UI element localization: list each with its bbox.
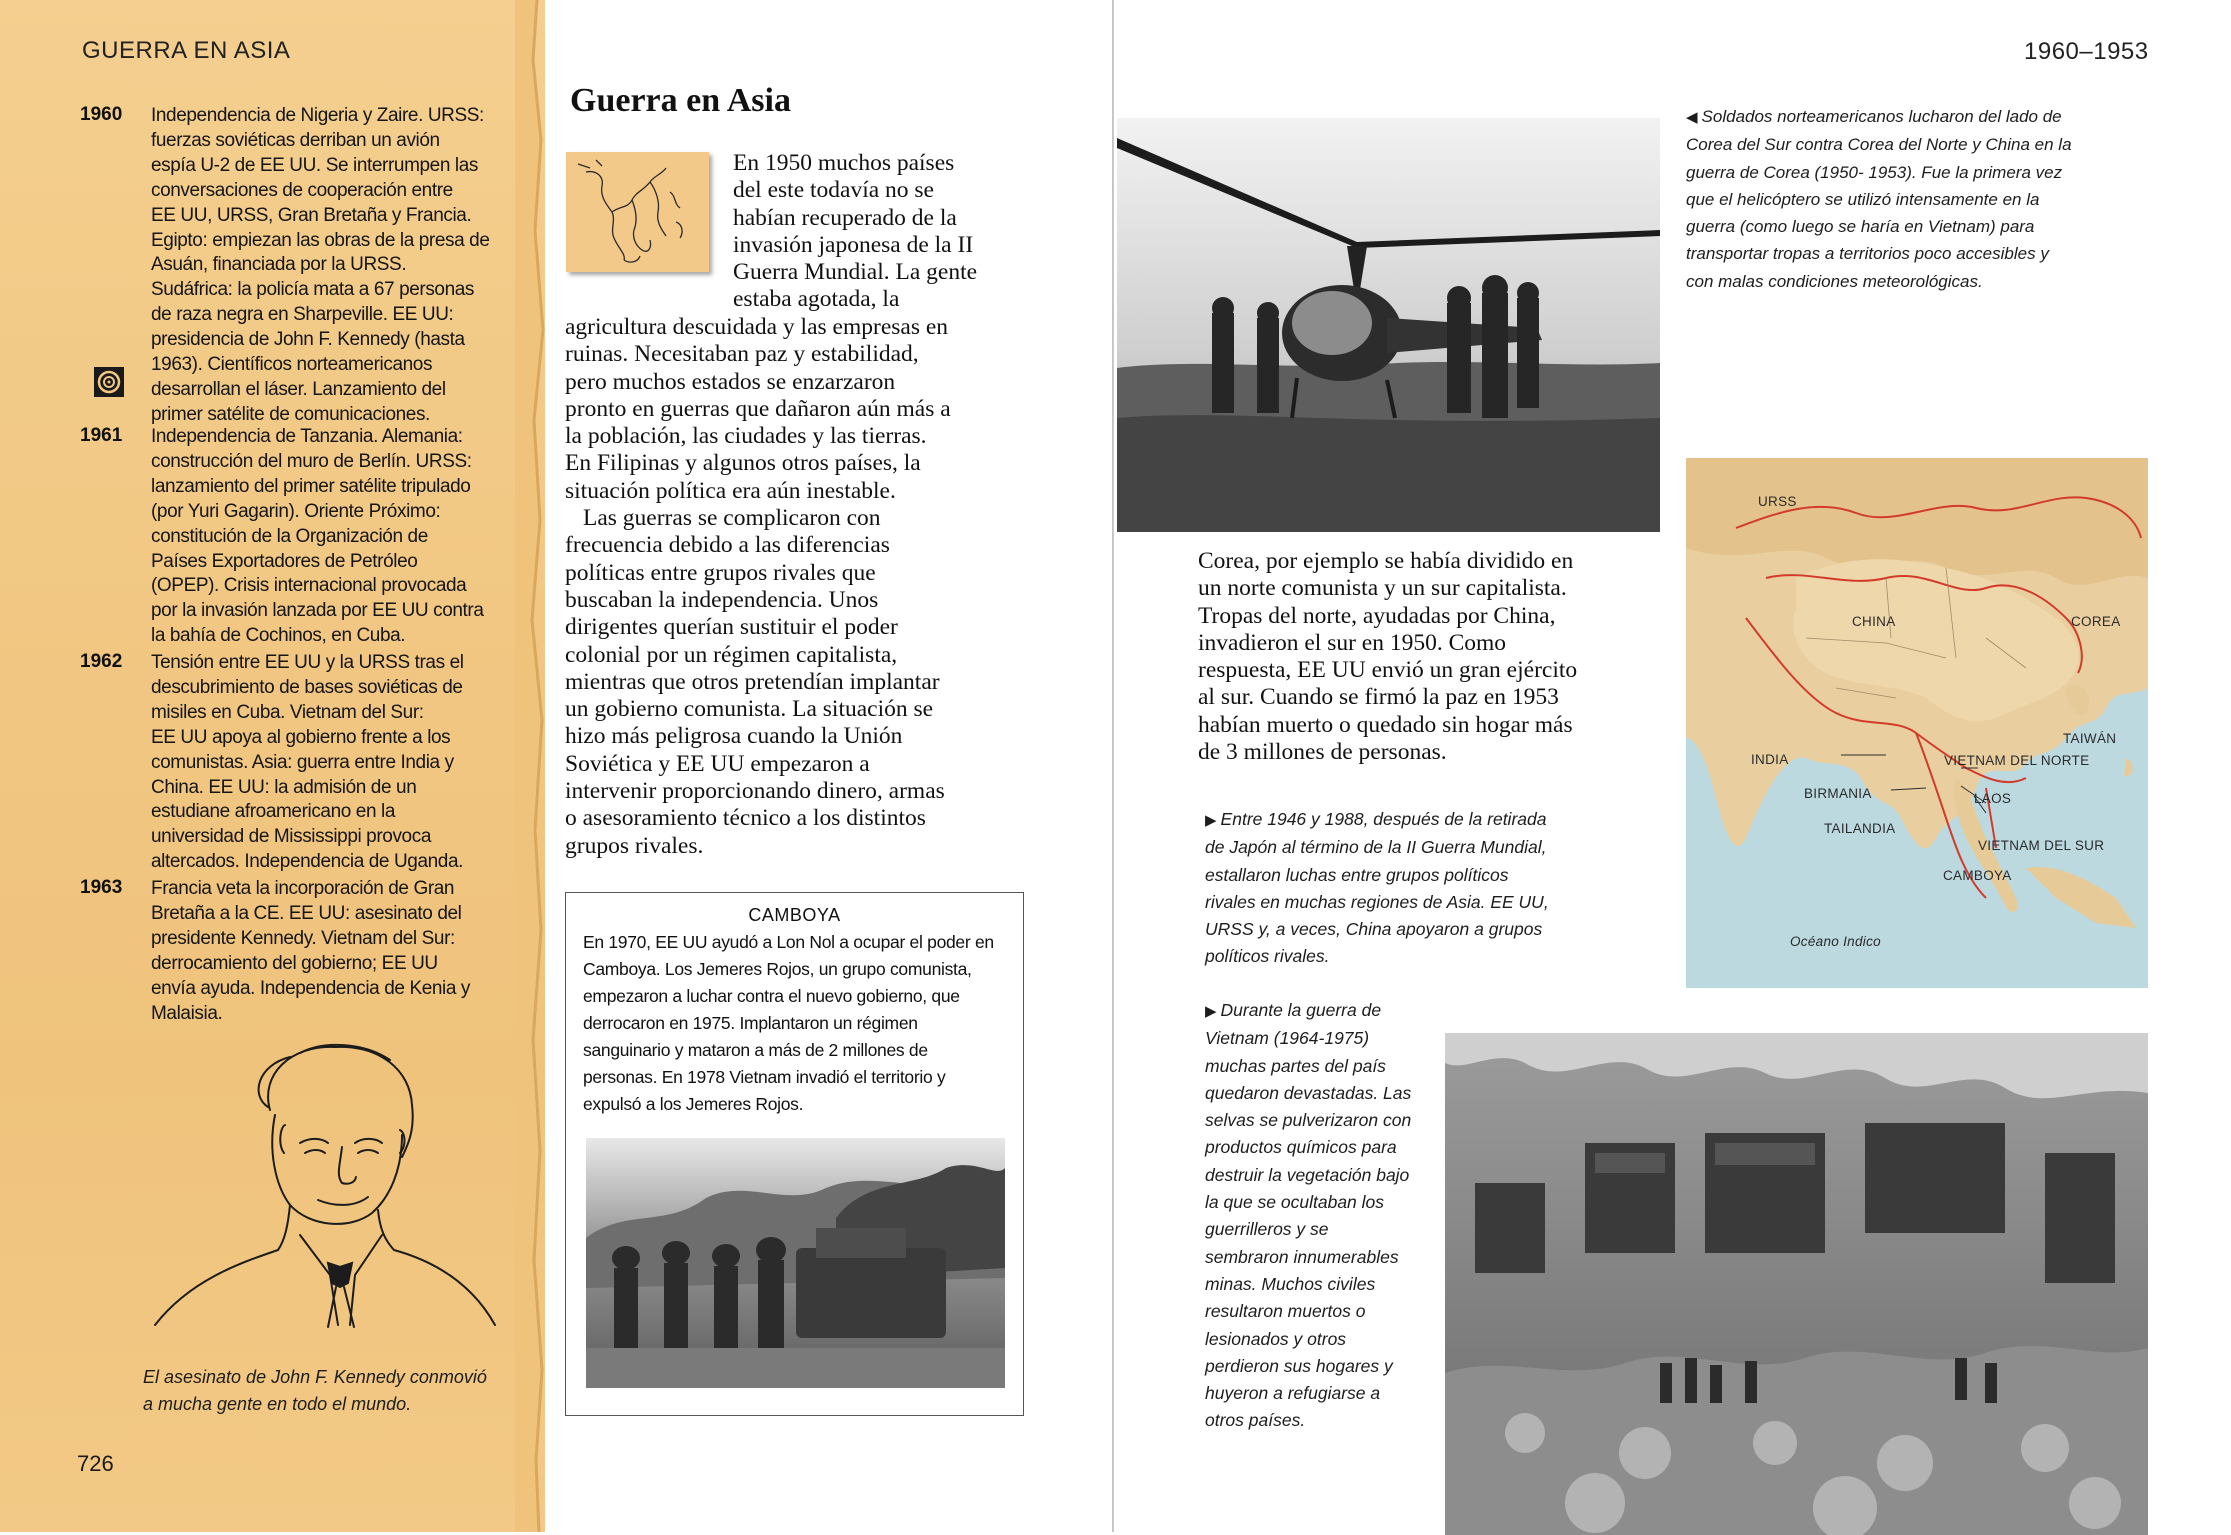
- caption-line: [1205, 1326, 1445, 1353]
- timeline-line: constitución de la Organización de: [151, 525, 428, 547]
- caption-pointer-icon: ◀: [1686, 109, 1698, 126]
- caption-text: perdieron sus hogares y: [1205, 1355, 1393, 1376]
- caption-line: [1205, 806, 1625, 834]
- caption-line: [1686, 186, 2146, 213]
- caption-text: muchas partes del país: [1205, 1055, 1386, 1076]
- map-label-corea: COREA: [2071, 614, 2121, 629]
- caption-text: rivales en muchas regiones de Asia. EE UU,: [1205, 891, 1549, 912]
- caption-line: [1686, 268, 2146, 295]
- postwar-caption: [1205, 806, 1625, 971]
- caption-text: productos químicos para: [1205, 1137, 1397, 1158]
- caption-line: [1205, 1053, 1445, 1080]
- timeline-line: (OPEP). Crisis internacional provocada: [151, 575, 467, 597]
- timeline-year: 1963: [80, 877, 123, 898]
- timeline-line: conversaciones de cooperación entre: [151, 179, 453, 201]
- text-line: invadieron el sur en 1950. Como: [1198, 629, 1507, 656]
- caption-text: estallaron luchas entre grupos políticos: [1205, 864, 1509, 885]
- text-line: grupos rivales.: [565, 832, 704, 859]
- text-line: la población, las ciudades y las tierras.: [565, 423, 927, 450]
- timeline-line: 1963). Científicos norteamericanos: [151, 354, 433, 376]
- caption-text: que el helicóptero se utilizó intensamente en la: [1686, 189, 2040, 209]
- timeline-line: envía ayuda. Independencia de Kenia y: [151, 977, 471, 999]
- year-range: 1960–1953: [2024, 38, 2149, 65]
- text-line: habían muerto o quedado sin hogar más: [1198, 711, 1573, 738]
- timeline-line: (por Yuri Gagarin). Oriente Próximo:: [151, 500, 441, 522]
- text-line: invasión japonesa de la II: [733, 231, 974, 258]
- timeline-line: Sudáfrica: la policía mata a 67 personas: [151, 279, 475, 301]
- caption-line: [1205, 1380, 1445, 1407]
- article-title: Guerra en Asia: [570, 82, 791, 119]
- caption-text: destruir la vegetación bajo: [1205, 1164, 1410, 1185]
- text-line: colonial por un régimen capitalista,: [565, 641, 898, 668]
- caption-text: guerra de Corea (1950- 1953). Fue la primera vez: [1686, 162, 2063, 182]
- timeline-line: Tensión entre EE UU y la URSS tras el: [151, 652, 464, 673]
- page-number: 726: [77, 1451, 114, 1476]
- timeline-line: EE UU, URSS, Gran Bretaña y Francia.: [151, 204, 472, 226]
- timeline-line: por la invasión lanzada por EE UU contra: [151, 600, 484, 622]
- caption-pointer-icon: ▶: [1205, 1003, 1217, 1020]
- timeline-line: Francia veta la incorporación de Gran: [151, 878, 455, 899]
- map-label-camboya: CAMBOYA: [1943, 868, 2012, 883]
- text-line: pronto en guerras que dañaron aún más a: [565, 395, 951, 422]
- map-label-urss: URSS: [1758, 494, 1797, 509]
- text-line: habían recuperado de la: [733, 204, 957, 231]
- text-line: de 3 millones de personas.: [1198, 739, 1447, 766]
- helicopter-caption: [1686, 103, 2146, 295]
- timeline-line: altercados. Independencia de Uganda.: [151, 851, 464, 873]
- caption-line: [1205, 889, 1625, 916]
- vietnam-ruins-photo: [1445, 1033, 2148, 1535]
- map-label-laos: LAOS: [1974, 791, 2012, 806]
- intro-paragraph-body: [565, 314, 1017, 860]
- kennedy-caption-line: a mucha gente en todo el mundo.: [143, 1394, 412, 1414]
- timeline-line: estudiane afroamericano en la: [151, 801, 396, 823]
- laser-icon: [93, 366, 125, 398]
- kennedy-caption: [143, 1364, 523, 1418]
- map-label-china: CHINA: [1852, 614, 1896, 629]
- text-line: Guerra Mundial. La gente: [733, 259, 978, 286]
- caption-line: [1205, 1407, 1445, 1434]
- caption-text: quedaron devastadas. Las: [1205, 1082, 1412, 1103]
- caption-line: [1205, 997, 1445, 1025]
- timeline-line: Egipto: empiezan las obras de la presa de: [151, 229, 490, 251]
- caption-text: Vietnam (1964-1975): [1205, 1028, 1370, 1049]
- timeline-entry-text: [151, 877, 529, 1026]
- caption-text: la que se ocultaban los: [1205, 1192, 1385, 1213]
- text-line: Tropas del norte, ayudadas por China,: [1198, 602, 1556, 629]
- text-line: o asesoramiento técnico a los distintos: [565, 805, 926, 832]
- book-gutter: [1112, 0, 1114, 1532]
- korea-helicopter-photo: [1117, 118, 1660, 532]
- text-line: buscaban la independencia. Unos: [565, 586, 879, 613]
- text-line: mientras que otros pretendían implantar: [565, 668, 940, 695]
- map-label-taiwan: TAIWÁN: [2063, 731, 2117, 746]
- intro-paragraph-wrap: [733, 150, 1013, 314]
- corea-paragraph: [1198, 548, 1643, 766]
- timeline-line: presidente Kennedy. Vietnam del Sur:: [151, 927, 455, 949]
- timeline-line: desarrollan el láser. Lanzamiento del: [151, 378, 446, 400]
- caption-text: guerrilleros y se: [1205, 1219, 1329, 1240]
- text-line: situación política era aún inestable.: [565, 477, 896, 504]
- text-line: dirigentes querían sustituir el poder: [565, 614, 898, 641]
- caption-pointer-icon: ▶: [1205, 812, 1217, 829]
- caption-text: minas. Muchos civiles: [1205, 1273, 1376, 1294]
- caption-text: sembraron innumerables: [1205, 1246, 1399, 1267]
- text-line: estaba agotada, la: [733, 286, 900, 313]
- text-line: intervenir proporcionando dinero, armas: [565, 778, 945, 805]
- caption-text: con malas condiciones meteorológicas.: [1686, 271, 1983, 291]
- text-line: ruinas. Necesitaban paz y estabilidad,: [565, 341, 919, 368]
- timeline-line: misiles en Cuba. Vietnam del Sur:: [151, 701, 424, 723]
- caption-line: [1205, 834, 1625, 861]
- text-line: Soviética y EE UU empezaron a: [565, 750, 870, 777]
- caption-line: [1205, 1134, 1445, 1161]
- caption-line: [1205, 1080, 1445, 1107]
- text-line: empezaron a luchar contra el nuevo gobierno, que: [583, 986, 960, 1006]
- timeline-line: presidencia de John F. Kennedy (hasta: [151, 329, 465, 351]
- caption-text: Durante la guerra de: [1220, 1000, 1382, 1020]
- timeline-year: 1961: [80, 425, 123, 446]
- map-label-india: INDIA: [1751, 752, 1789, 767]
- text-line: pero muchos estados se enzarzaron: [565, 368, 896, 395]
- timeline-line: comunistas. Asia: guerra entre India y: [151, 751, 454, 773]
- caption-line: [1686, 159, 2146, 186]
- timeline-line: Malaisia.: [151, 1002, 223, 1024]
- text-line: En 1970, EE UU ayudó a Lon Nol a ocupar el poder en: [583, 932, 994, 952]
- kennedy-caption-line: El asesinato de John F. Kennedy conmovió: [143, 1367, 487, 1387]
- caption-line: [1205, 862, 1625, 889]
- caption-text: de Japón al término de la II Guerra Mundial,: [1205, 837, 1547, 858]
- timeline-line: Independencia de Nigeria y Zaire. URSS:: [151, 105, 484, 126]
- timeline-line: Independencia de Tanzania. Alemania:: [151, 426, 463, 447]
- southeast-asia-thumbnail-map: [566, 152, 709, 272]
- caption-line: [1205, 1244, 1445, 1271]
- timeline-line: Asuán, financiada por la URSS.: [151, 254, 407, 276]
- caption-line: [1205, 1298, 1445, 1325]
- text-line: al sur. Cuando se firmó la paz en 1953: [1198, 684, 1559, 711]
- map-label-tailandia: TAILANDIA: [1824, 821, 1896, 836]
- caption-line: [1205, 1025, 1445, 1052]
- timeline-line: universidad de Mississippi provoca: [151, 826, 431, 848]
- map-label-vietnam-sur: VIETNAM DEL SUR: [1978, 838, 2105, 853]
- timeline-line: China. EE UU: la admisión de un: [151, 776, 417, 798]
- running-head: GUERRA EN ASIA: [82, 37, 291, 64]
- caption-line: [1205, 1271, 1445, 1298]
- text-line: del este todavía no se: [733, 177, 934, 204]
- cambodia-soldiers-photo: [586, 1138, 1005, 1388]
- caption-line: [1205, 1162, 1445, 1189]
- camboya-title: CAMBOYA: [748, 905, 841, 925]
- timeline-line: Bretaña a la CE. EE UU: asesinato del: [151, 902, 462, 924]
- timeline-line: la bahía de Cochinos, en Cuba.: [151, 625, 406, 647]
- caption-text: otros países.: [1205, 1410, 1306, 1431]
- caption-line: [1205, 943, 1625, 970]
- caption-line: [1686, 131, 2146, 158]
- text-line: políticas entre grupos rivales que: [565, 559, 876, 586]
- text-line: En 1950 muchos países: [733, 150, 955, 176]
- kennedy-portrait-sketch: [150, 1035, 500, 1335]
- timeline-line: EE UU apoya al gobierno frente a los: [151, 726, 451, 748]
- text-line: frecuencia debido a las diferencias: [565, 532, 890, 559]
- timeline-line: descubrimiento de bases soviéticas de: [151, 676, 463, 698]
- timeline-year: 1960: [80, 104, 123, 125]
- caption-line: [1686, 240, 2146, 267]
- caption-text: selvas se pulverizaron con: [1205, 1110, 1412, 1131]
- caption-text: políticos rivales.: [1205, 946, 1330, 967]
- camboya-sidebar-box: [565, 892, 1024, 1416]
- timeline-line: construcción del muro de Berlín. URSS:: [151, 450, 472, 472]
- text-line: un gobierno comunista. La situación se: [565, 696, 934, 723]
- text-line: Corea, por ejemplo se había dividido en: [1198, 548, 1574, 574]
- timeline-line: lanzamiento del primer satélite tripulado: [151, 475, 471, 497]
- timeline-entry-text: [151, 104, 529, 428]
- timeline-year: 1962: [80, 651, 123, 672]
- map-label-birmania: BIRMANIA: [1804, 786, 1872, 801]
- timeline-line: de raza negra en Sharpeville. EE UU:: [151, 304, 454, 326]
- vietnam-caption: [1205, 997, 1445, 1435]
- caption-line: [1205, 916, 1625, 943]
- timeline-line: espía U-2 de EE UU. Se interrumpen las: [151, 154, 478, 176]
- text-line: personas. En 1978 Vietnam invadió el territorio y: [583, 1067, 946, 1087]
- caption-text: transportar tropas a territorios poco accesibles y: [1686, 244, 2049, 264]
- caption-text: lesionados y otros: [1205, 1328, 1347, 1349]
- caption-line: [1686, 103, 2146, 131]
- text-line: hizo más peligrosa cuando la Unión: [565, 723, 903, 750]
- timeline-line: Países Exportadores de Petróleo: [151, 550, 418, 572]
- caption-line: [1686, 213, 2146, 240]
- timeline-entry-text: [151, 425, 529, 649]
- caption-text: URSS y, a veces, China apoyaron a grupos: [1205, 919, 1543, 940]
- map-label-vietnam-norte: VIETNAM DEL NORTE: [1944, 753, 2090, 768]
- timeline-entry-text: [151, 651, 529, 875]
- text-line: Camboya. Los Jemeres Rojos, un grupo comunista,: [583, 959, 972, 979]
- caption-text: Corea del Sur contra Corea del Norte y China en la: [1686, 135, 2072, 155]
- caption-line: [1205, 1353, 1445, 1380]
- caption-line: [1205, 1216, 1445, 1243]
- caption-text: guerra (como luego se haría en Vietnam) para: [1686, 217, 2035, 237]
- timeline-line: fuerzas soviéticas derriban un avión: [151, 129, 440, 151]
- text-line: respuesta, EE UU envió un gran ejército: [1198, 657, 1578, 684]
- caption-line: [1205, 1107, 1445, 1134]
- map-label-oceano: Océano Indico: [1790, 934, 1881, 949]
- text-line: agricultura descuidada y las empresas en: [565, 314, 949, 340]
- text-line: expulsó a los Jemeres Rojos.: [583, 1094, 804, 1114]
- timeline-line: primer satélite de comunicaciones.: [151, 403, 430, 425]
- asia-map-labels: [1686, 458, 2148, 988]
- caption-text: huyeron a refugiarse a: [1205, 1383, 1381, 1404]
- camboya-text: [583, 929, 1013, 1118]
- caption-line: [1205, 1189, 1445, 1216]
- caption-text: Soldados norteamericanos lucharon del lado de: [1701, 107, 2062, 126]
- caption-text: resultaron muertos o: [1205, 1301, 1366, 1322]
- caption-text: Entre 1946 y 1988, después de la retirada: [1220, 809, 1547, 829]
- text-line: En Filipinas y algunos otros países, la: [565, 450, 921, 477]
- text-line: un norte comunista y un sur capitalista.: [1198, 575, 1567, 602]
- text-line: sanguinario y mataron a más de 2 millones de: [583, 1040, 928, 1060]
- timeline-line: derrocamiento del gobierno; EE UU: [151, 952, 438, 974]
- text-line: Las guerras se complicaron con: [583, 505, 881, 532]
- text-line: derrocaron en 1975. Implantaron un régimen: [583, 1013, 918, 1033]
